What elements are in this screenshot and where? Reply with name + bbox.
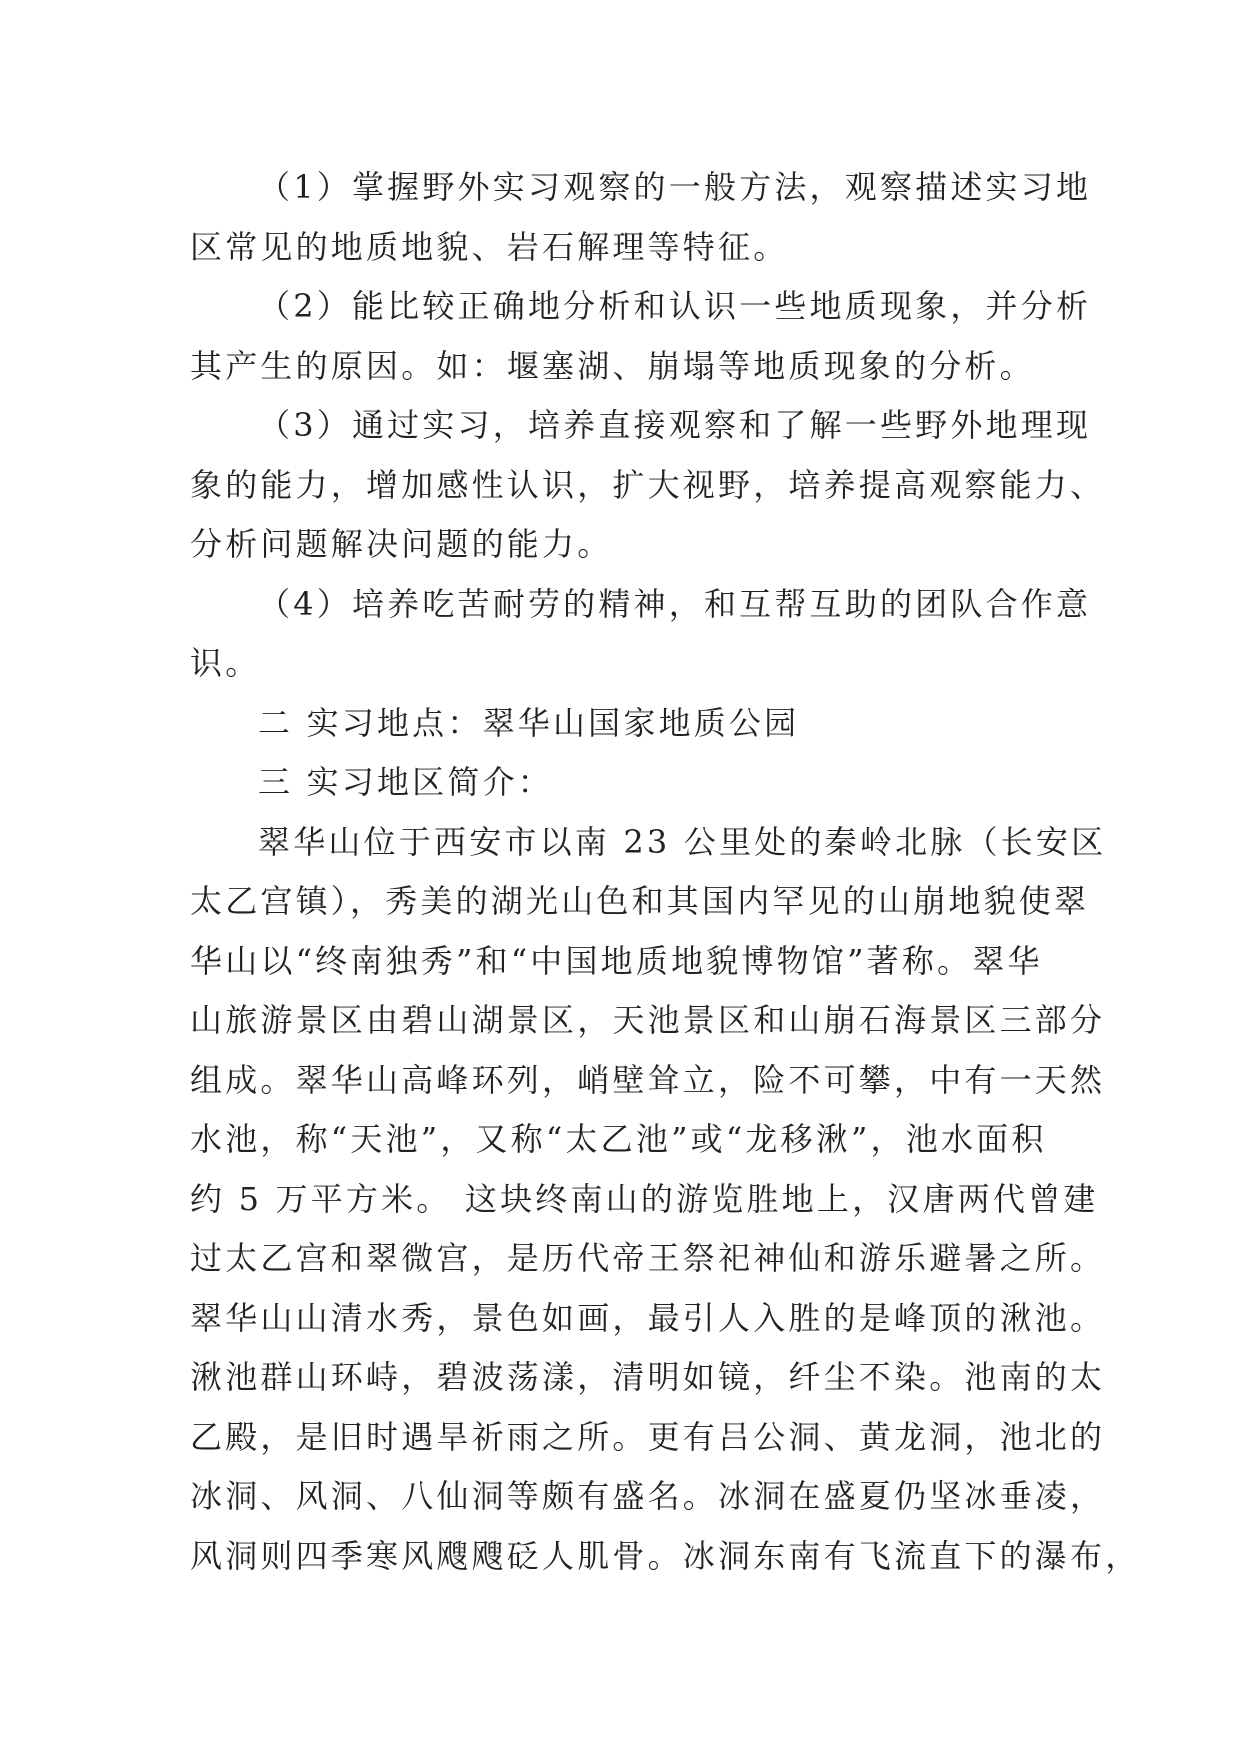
text-line: 水池，称“天池”，又称“太乙池”或“龙移湫”，池水面积 (190, 1120, 1047, 1158)
text-line: 冰洞、风洞、八仙洞等颇有盛名。冰洞在盛夏仍坚冰垂凌， (190, 1477, 1106, 1515)
text-line: 翠华山位于西安市以南 23 公里处的秦岭北脉（长安区 (258, 822, 1107, 861)
text-line: 华山以“终南独秀”和“中国地质地貌博物馆”著称。翠华 (190, 941, 1043, 980)
text-line: 风洞则四季寒风飕飕砭人肌骨。冰洞东南有飞流直下的瀑布， (190, 1536, 1141, 1575)
text-line: （3）通过实习，培养直接观察和了解一些野外地理现 (258, 406, 1092, 444)
section-heading: 二 实习地点：翠华山国家地质公园 (258, 703, 800, 742)
text-line: 湫池群山环峙，碧波荡漾，清明如镜，纤尘不染。池南的太 (190, 1358, 1106, 1396)
text-line: （2）能比较正确地分析和认识一些地质现象，并分析 (258, 287, 1092, 325)
text-line: 分析问题解决问题的能力。 (190, 525, 613, 563)
text-line: 乙殿，是旧时遇旱祈雨之所。更有吕公洞、黄龙洞，池北的 (190, 1417, 1106, 1456)
text-line: （1）掌握野外实习观察的一般方法，观察描述实习地 (258, 168, 1092, 206)
text-line: 识。 (190, 644, 261, 682)
text-line: 象的能力，增加感性认识，扩大视野，培养提高观察能力、 (190, 465, 1106, 504)
text-line: 区常见的地质地貌、岩石解理等特征。 (190, 227, 789, 266)
text-line: （4）培养吃苦耐劳的精神，和互帮互助的团队合作意 (258, 584, 1092, 623)
text-line: 山旅游景区由碧山湖景区，天池景区和山崩石海景区三部分 (190, 1001, 1106, 1039)
text-line: 翠华山山清水秀，景色如画，最引人入胜的是峰顶的湫池。 (190, 1298, 1106, 1337)
text-line: 组成。翠华山高峰环列，峭壁耸立，险不可攀，中有一天然 (190, 1060, 1106, 1099)
text-line: 太乙宫镇），秀美的湖光山色和其国内罕见的山崩地貌使翠 (190, 882, 1090, 920)
section-heading: 三 实习地区简介： (258, 763, 553, 801)
document-body (190, 158, 1141, 1586)
text-line: 约 5 万平方米。 这块终南山的游览胜地上，汉唐两代曾建 (190, 1179, 1099, 1218)
text-line: 其产生的原因。如：堰塞湖、崩塌等地质现象的分析。 (190, 346, 1035, 385)
text-line: 过太乙宫和翠微宫，是历代帝王祭祀神仙和游乐避暑之所。 (190, 1239, 1106, 1277)
